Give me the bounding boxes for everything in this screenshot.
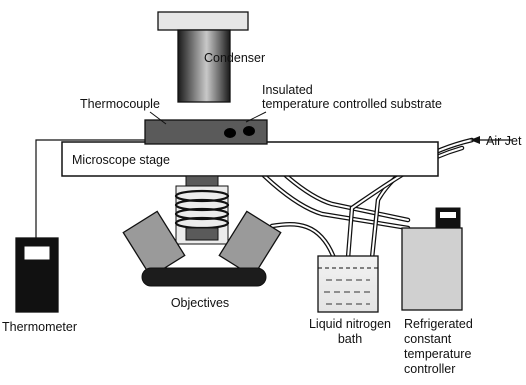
objectives-assembly — [123, 176, 280, 286]
nosepiece-base — [142, 268, 266, 286]
refrigerated-controller — [402, 208, 462, 310]
label-refrigerated-line4: controller — [404, 362, 456, 376]
label-liquid-nitrogen-line2: bath — [337, 332, 363, 346]
liquid-nitrogen-bath — [318, 256, 378, 312]
controller-display — [440, 212, 456, 218]
label-condenser: Condenser — [204, 51, 266, 65]
thermometer-device — [16, 238, 58, 312]
controller-body — [402, 228, 462, 310]
label-refrigerated-line1: Refrigerated — [404, 317, 473, 331]
objective-mount — [186, 176, 218, 186]
label-thermocouple: Thermocouple — [80, 97, 160, 111]
air-jet-arrow-head — [470, 136, 480, 144]
objective-collar — [186, 228, 218, 240]
label-refrigerated-line3: temperature — [404, 347, 472, 361]
thermometer-display — [24, 246, 50, 260]
condenser-body — [178, 30, 230, 102]
bath-tube — [272, 224, 334, 258]
label-liquid-nitrogen-line1: Liquid nitrogen — [308, 317, 392, 331]
substrate — [145, 120, 267, 144]
label-insulated-line2: temperature controlled substrate — [262, 97, 442, 111]
label-insulated-line1: Insulated — [262, 83, 313, 97]
label-refrigerated-line2: constant — [404, 332, 452, 346]
label-air-jet: Air Jet — [486, 134, 522, 148]
coolant-port-2 — [243, 126, 255, 136]
label-thermometer: Thermometer — [2, 320, 78, 334]
coolant-port-1 — [224, 128, 236, 138]
condenser-cap — [158, 12, 248, 30]
label-objectives: Objectives — [170, 296, 230, 310]
label-microscope-stage: Microscope stage — [72, 153, 170, 167]
